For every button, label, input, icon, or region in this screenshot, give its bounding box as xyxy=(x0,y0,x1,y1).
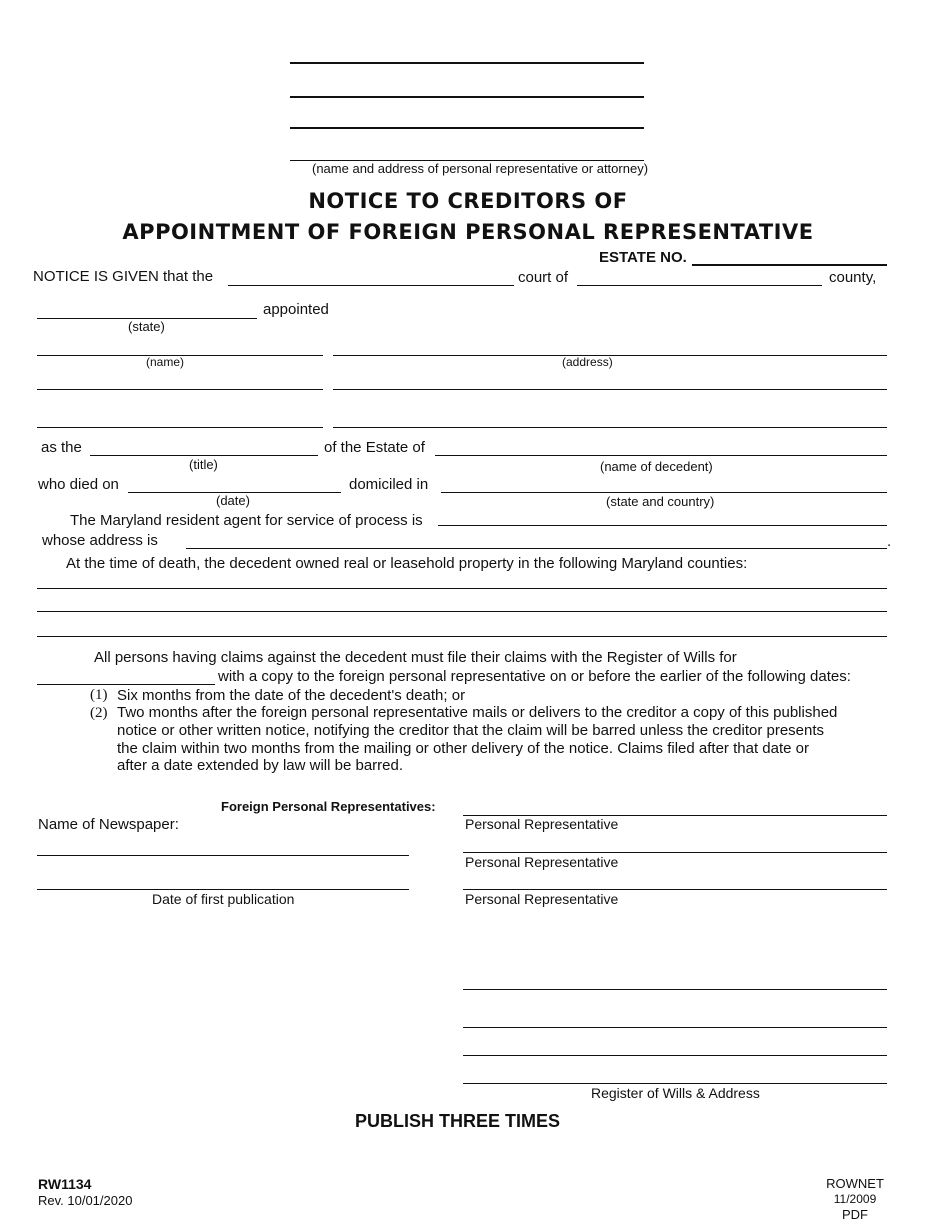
of-estate-label: of the Estate of xyxy=(324,439,425,456)
form-number: RW1134 xyxy=(38,1176,92,1192)
county-field-1[interactable] xyxy=(37,588,887,589)
register-caption: Register of Wills & Address xyxy=(591,1085,760,1101)
register-line-2[interactable] xyxy=(463,1027,887,1028)
name-field-3[interactable] xyxy=(37,427,323,428)
first-publication-field[interactable] xyxy=(37,889,409,890)
address-line-2[interactable] xyxy=(290,96,644,98)
revision-date: Rev. 10/01/2020 xyxy=(38,1193,133,1208)
rownet-date: 11/2009 xyxy=(833,1192,877,1206)
domiciled-in-label: domiciled in xyxy=(349,476,429,493)
address-caption: (name and address of personal representative or attorney) xyxy=(312,161,649,176)
court-of-label: court of xyxy=(518,269,569,286)
pr-label-3: Personal Representative xyxy=(465,891,619,907)
pr-label-2: Personal Representative xyxy=(465,854,619,870)
rownet-label: ROWNET xyxy=(826,1176,884,1191)
court-name-field[interactable] xyxy=(228,285,514,286)
name-field-2[interactable] xyxy=(37,389,323,390)
county-label: county, xyxy=(829,269,877,286)
decedent-caption: (name of decedent) xyxy=(600,459,713,474)
state-caption: (state) xyxy=(128,319,165,334)
pr-signature-line-2[interactable] xyxy=(463,852,887,853)
item-1-number: (1) xyxy=(90,687,108,703)
date-caption: (date) xyxy=(216,493,250,508)
period-mark: . xyxy=(887,533,892,550)
domicile-field[interactable] xyxy=(441,492,887,493)
title-line-2: APPOINTMENT OF FOREIGN PERSONAL REPRESENTATIVE xyxy=(122,220,814,244)
state-country-caption: (state and country) xyxy=(606,494,715,509)
as-the-label: as the xyxy=(41,439,82,456)
foreign-pr-heading: Foreign Personal Representatives: xyxy=(221,799,436,814)
publish-note: PUBLISH THREE TIMES xyxy=(355,1111,561,1131)
title-field[interactable] xyxy=(90,455,318,456)
resident-agent-label: The Maryland resident agent for service of process is xyxy=(70,512,423,529)
pr-signature-line-3[interactable] xyxy=(463,889,887,890)
court-county-field[interactable] xyxy=(577,285,822,286)
notice-intro: NOTICE IS GIVEN that the xyxy=(33,268,214,285)
register-line-3[interactable] xyxy=(463,1055,887,1056)
claims-line-2: with a copy to the foreign personal representative on or before the earlier of the following dates: xyxy=(218,668,851,685)
register-line-4[interactable] xyxy=(463,1083,887,1084)
agent-address-field[interactable] xyxy=(186,548,887,549)
name-caption: (name) xyxy=(146,355,185,369)
county-field-3[interactable] xyxy=(37,636,887,637)
item-2-line-1: Two months after the foreign personal representative mails or delivers to the creditor a copy of this published xyxy=(117,704,838,721)
item-2-line-4: after a date extended by law will be barred. xyxy=(117,757,404,774)
estate-no-label: ESTATE NO. xyxy=(599,249,687,266)
claims-line-1: All persons having claims against the decedent must file their claims with the Register of Wills for xyxy=(94,649,737,666)
item-2-line-3: the claim within two months from the mailing or other delivery of the notice. Claims filed after that date or xyxy=(117,740,809,757)
decedent-name-field[interactable] xyxy=(435,455,887,456)
newspaper-field[interactable] xyxy=(37,855,409,856)
address-line-3[interactable] xyxy=(290,127,644,129)
register-line-1[interactable] xyxy=(463,989,887,990)
item-2-line-2: notice or other written notice, notifying the creditor that the claim will be barred unless the creditor presents xyxy=(117,722,825,739)
title-caption: (title) xyxy=(189,457,218,472)
pr-label-1: Personal Representative xyxy=(465,816,619,832)
first-publication-caption: Date of first publication xyxy=(152,891,295,907)
address-field-2[interactable] xyxy=(333,389,887,390)
appointed-label: appointed xyxy=(263,301,329,318)
resident-agent-field[interactable] xyxy=(438,525,887,526)
format-label: PDF xyxy=(842,1207,868,1222)
address-field-3[interactable] xyxy=(333,427,887,428)
whose-address-label: whose address is xyxy=(42,532,158,549)
who-died-on-label: who died on xyxy=(38,476,119,493)
register-county-field[interactable] xyxy=(37,684,215,685)
address-caption-2: (address) xyxy=(562,355,613,369)
title-line-1: NOTICE TO CREDITORS OF xyxy=(308,189,628,213)
real-property-text: At the time of death, the decedent owned real or leasehold property in the following Maryland counties: xyxy=(66,555,748,572)
newspaper-label: Name of Newspaper: xyxy=(38,816,179,833)
item-1-text: Six months from the date of the decedent's death; or xyxy=(117,687,466,704)
estate-no-field[interactable] xyxy=(692,264,887,266)
address-line-1[interactable] xyxy=(290,62,644,64)
county-field-2[interactable] xyxy=(37,611,887,612)
item-2-number: (2) xyxy=(90,705,108,721)
